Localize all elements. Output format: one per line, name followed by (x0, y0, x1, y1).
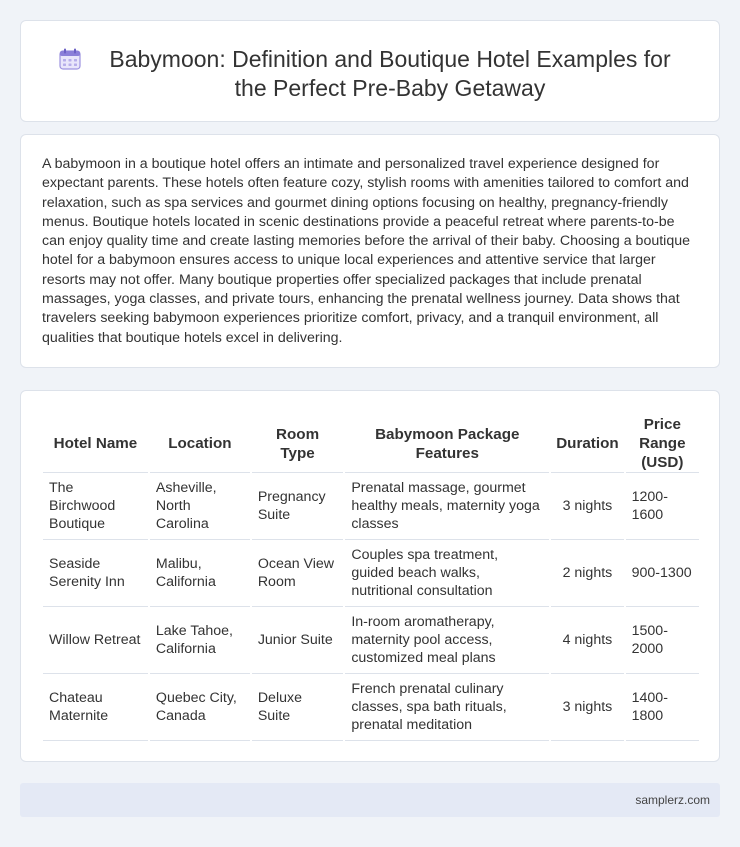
intro-paragraph: A babymoon in a boutique hotel offers an intimate and personalized travel experience designed for expectant parents. These hotels often feature cozy, stylish rooms with amenities tailored to comfort and relaxation, such as spa services and gourmet dining options focusing on healthy, pregnancy-friendly menus. Boutique hotels located in scenic destinations provide a peaceful retreat where parents-to-be can enjoy quality time and create lasting memories before the arrival of their baby. Choosing a boutique hotel for a babymoon ensures access to unique local experiences and attentive service that larger resorts may not offer. Many boutique properties offer specialized packages that include prenatal massages, yoga classes, and private tours, enhancing the prenatal wellness journey. Data shows that travelers seeking babymoon experiences prioritize comfort, privacy, and a tranquil environment, all qualities that boutique hotels excel in delivering. (42, 156, 690, 346)
cell-package-features: Prenatal massage, gourmet healthy meals, maternity yoga classes (344, 473, 550, 540)
intro-card (20, 134, 720, 368)
cell-location: Asheville, North Carolina (149, 473, 251, 540)
cell-package-features: Couples spa treatment, guided beach walks, nutritional consultation (344, 540, 550, 607)
table-card (20, 390, 720, 762)
table-row (43, 473, 699, 540)
cell-duration: 4 nights (550, 607, 624, 674)
page-title: Babymoon: Definition and Boutique Hotel Examples for the Perfect Pre-Baby Getaway (109, 46, 671, 101)
table-header-row (43, 415, 699, 473)
footer-site-link[interactable]: samplerz.com (635, 793, 710, 807)
header-hotel-name: Hotel Name (43, 415, 149, 473)
cell-room-type: Junior Suite (251, 607, 345, 674)
cell-hotel-name: Willow Retreat (43, 607, 149, 674)
header-room-type: Room Type (251, 415, 345, 473)
header-location: Location (149, 415, 251, 473)
cell-room-type: Pregnancy Suite (251, 473, 345, 540)
table-row (43, 607, 699, 674)
title-card (20, 20, 720, 122)
cell-hotel-name: The Birchwood Boutique (43, 473, 149, 540)
cell-hotel-name: Chateau Maternite (43, 674, 149, 741)
footer-bar (20, 783, 720, 817)
cell-package-features: French prenatal culinary classes, spa bath rituals, prenatal meditation (344, 674, 550, 741)
cell-duration: 3 nights (550, 473, 624, 540)
cell-package-features: In-room aromatherapy, maternity pool access, customized meal plans (344, 607, 550, 674)
cell-room-type: Ocean View Room (251, 540, 345, 607)
hotel-table (43, 415, 699, 741)
cell-hotel-name: Seaside Serenity Inn (43, 540, 149, 607)
cell-price-range: 900-1300 (625, 540, 699, 607)
cell-price-range: 1500-2000 (625, 607, 699, 674)
cell-duration: 3 nights (550, 674, 624, 741)
header-duration: Duration (550, 415, 624, 473)
cell-location: Lake Tahoe, California (149, 607, 251, 674)
cell-room-type: Deluxe Suite (251, 674, 345, 741)
table-row (43, 674, 699, 741)
table-row (43, 540, 699, 607)
cell-duration: 2 nights (550, 540, 624, 607)
cell-location: Quebec City, Canada (149, 674, 251, 741)
cell-price-range: 1400-1800 (625, 674, 699, 741)
cell-price-range: 1200-1600 (625, 473, 699, 540)
header-package-features: Babymoon Package Features (344, 415, 550, 473)
header-price-range: Price Range (USD) (625, 415, 699, 473)
cell-location: Malibu, California (149, 540, 251, 607)
